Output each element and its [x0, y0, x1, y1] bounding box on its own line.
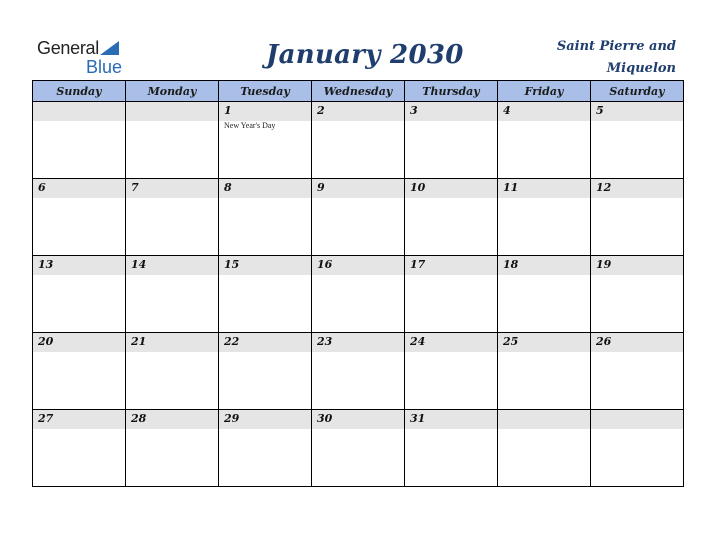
day-cell [312, 256, 405, 333]
day-cell [33, 256, 126, 333]
day-cell [312, 410, 405, 487]
day-cell [498, 179, 591, 256]
day-number: 31 [405, 410, 497, 429]
day-cell [405, 102, 498, 179]
day-number [33, 102, 125, 121]
logo-general-text: General [37, 38, 99, 58]
day-number: 3 [405, 102, 497, 121]
day-number [591, 410, 683, 429]
weekday-monday: Monday [126, 81, 219, 102]
day-number: 29 [219, 410, 311, 429]
day-number: 4 [498, 102, 590, 121]
day-number: 5 [591, 102, 683, 121]
day-cell [591, 410, 684, 487]
day-cell [498, 333, 591, 410]
calendar-title: January 2030 [266, 40, 464, 70]
day-cell [405, 410, 498, 487]
day-number: 7 [126, 179, 218, 198]
day-number: 17 [405, 256, 497, 275]
day-cell [405, 179, 498, 256]
weekday-tuesday: Tuesday [219, 81, 312, 102]
week-row [33, 102, 684, 179]
day-number: 12 [591, 179, 683, 198]
week-row [33, 256, 684, 333]
day-number: 2 [312, 102, 404, 121]
day-number: 10 [405, 179, 497, 198]
day-cell [591, 256, 684, 333]
day-cell [126, 256, 219, 333]
weekday-thursday: Thursday [405, 81, 498, 102]
day-number: 23 [312, 333, 404, 352]
day-number: 16 [312, 256, 404, 275]
region-name: Saint Pierre and Miquelon [556, 39, 676, 76]
day-cell [219, 102, 312, 179]
day-cell [591, 179, 684, 256]
day-number: 13 [33, 256, 125, 275]
week-row [33, 179, 684, 256]
day-number: 25 [498, 333, 590, 352]
day-cell [498, 256, 591, 333]
day-cell [33, 410, 126, 487]
day-number: 18 [498, 256, 590, 275]
weekday-sunday: Sunday [33, 81, 126, 102]
day-cell [591, 102, 684, 179]
logo-triangle-icon [100, 41, 119, 55]
day-cell [219, 179, 312, 256]
day-number: 8 [219, 179, 311, 198]
day-cell [498, 102, 591, 179]
day-cell [405, 256, 498, 333]
day-number: 22 [219, 333, 311, 352]
day-cell [312, 333, 405, 410]
week-row [33, 410, 684, 487]
day-cell [126, 410, 219, 487]
day-number: 26 [591, 333, 683, 352]
day-number: 20 [33, 333, 125, 352]
day-number: 11 [498, 179, 590, 198]
weekday-wednesday: Wednesday [312, 81, 405, 102]
day-cell [126, 102, 219, 179]
day-cell [405, 333, 498, 410]
logo-blue-text: Blue [86, 57, 123, 77]
day-cell [219, 256, 312, 333]
day-number [498, 410, 590, 429]
day-cell [126, 333, 219, 410]
day-cell [219, 333, 312, 410]
generalblue-logo [37, 38, 122, 76]
day-cell [312, 179, 405, 256]
day-cell [126, 179, 219, 256]
day-cell [591, 333, 684, 410]
day-number [126, 102, 218, 121]
day-number: 6 [33, 179, 125, 198]
weekday-saturday: Saturday [591, 81, 684, 102]
day-number: 21 [126, 333, 218, 352]
day-number: 19 [591, 256, 683, 275]
day-number: 15 [219, 256, 311, 275]
day-number: 14 [126, 256, 218, 275]
day-number: 1 [219, 102, 311, 121]
day-cell [312, 102, 405, 179]
day-cell [498, 410, 591, 487]
day-cell [33, 179, 126, 256]
day-number: 24 [405, 333, 497, 352]
day-cell [33, 333, 126, 410]
day-cell [33, 102, 126, 179]
week-row [33, 333, 684, 410]
day-cell [219, 410, 312, 487]
calendar-grid [32, 80, 684, 487]
weekday-friday: Friday [498, 81, 591, 102]
day-number: 27 [33, 410, 125, 429]
day-number: 28 [126, 410, 218, 429]
weekday-header-row [33, 81, 684, 102]
day-number: 9 [312, 179, 404, 198]
holiday-label: New Year's Day [224, 121, 276, 130]
day-number: 30 [312, 410, 404, 429]
